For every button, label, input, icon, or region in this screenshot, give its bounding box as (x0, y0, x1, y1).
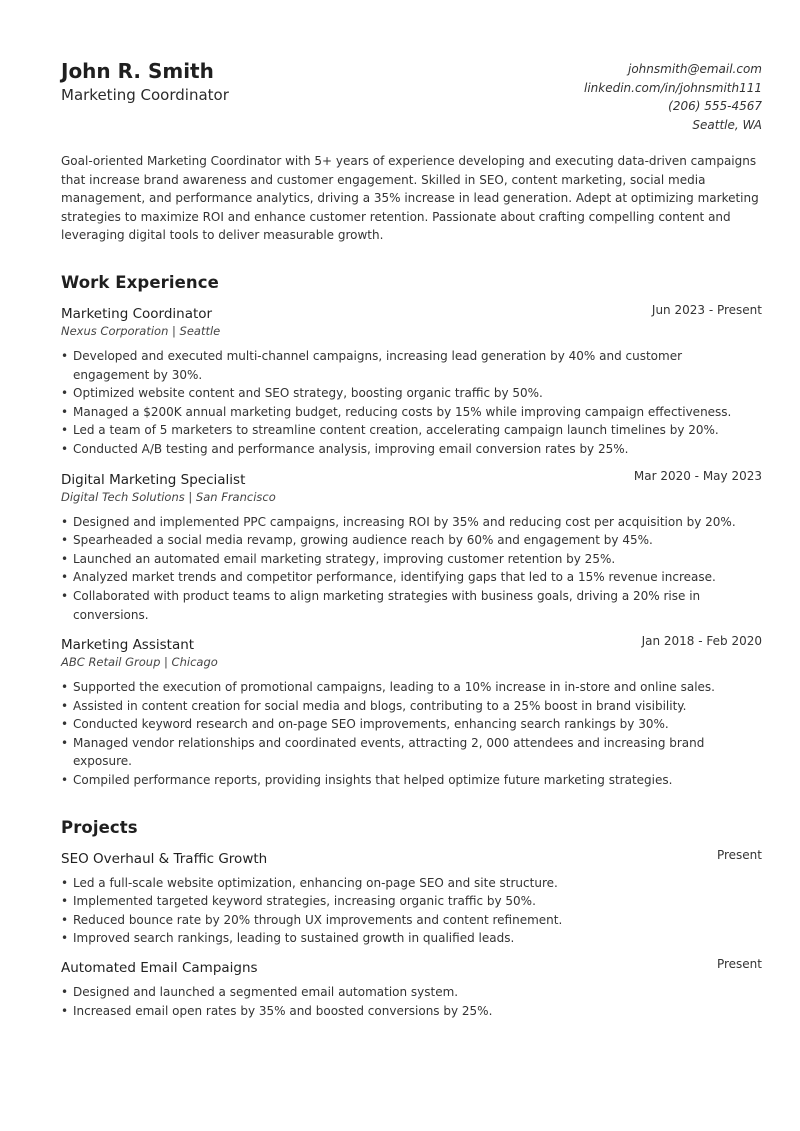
job-bullet: • Designed and implemented PPC campaigns, increasing ROI by 35% and reducing cost per acquisition by 20%. (61, 513, 762, 532)
job-company: ABC Retail Group | Chicago (61, 655, 218, 670)
job-title: Digital Marketing Specialist (61, 471, 246, 488)
job-entry (61, 470, 762, 625)
job-bullet: • Managed a $200K annual marketing budget, reducing costs by 15% while improving campaign effectiveness. (61, 403, 762, 422)
candidate-name: John R. Smith (61, 59, 214, 83)
job-dates: Jun 2023 - Present (651, 302, 762, 317)
resume-header (61, 58, 762, 150)
job-dates: Jan 2018 - Feb 2020 (641, 634, 762, 649)
projects-heading: Projects (61, 817, 138, 837)
contact-info (584, 60, 762, 134)
job-bullet: • Supported the execution of promotional campaigns, leading to a 10% increase in in-store and online sales. (61, 678, 762, 697)
project-bullet: • Improved search rankings, leading to sustained growth in qualified leads. (61, 929, 762, 948)
candidate-title: Marketing Coordinator (61, 86, 229, 104)
summary-paragraph: Goal-oriented Marketing Coordinator with 5+ years of experience developing and executing data-driven campaigns that increase brand awareness and customer engagement. Skilled in SEO, content marketing, social media management, and performance analytics, driving a 35% increase in lead generation. Adept at optimizing marketing strategies to maximize ROI and enhance customer retention. Passionate about crafting compelling content and leveraging digital tools to deliver measurable growth. (61, 154, 759, 243)
project-dates: Present (716, 957, 762, 972)
job-bullet-list (61, 513, 762, 625)
contact-location: Seattle, WA (692, 117, 762, 132)
contact-email: johnsmith@email.com (627, 62, 762, 76)
job-dates: Mar 2020 - May 2023 (633, 468, 762, 483)
project-bullet: • Led a full-scale website optimization, enhancing on-page SEO and site structure. (61, 874, 762, 893)
project-entry (61, 958, 762, 1020)
job-bullet: • Developed and executed multi-channel campaigns, increasing lead generation by 40% and customer engagement by 30%. (61, 347, 762, 384)
project-dates: Present (716, 847, 762, 862)
job-bullet: • Managed vendor relationships and coordinated events, attracting 2, 000 attendees and increasing brand exposure. (61, 734, 762, 771)
job-bullet: • Conducted keyword research and on-page SEO improvements, enhancing search rankings by 30%. (61, 715, 762, 734)
job-bullet: • Spearheaded a social media revamp, growing audience reach by 60% and engagement by 45%. (61, 531, 762, 550)
project-bullet: • Increased email open rates by 35% and boosted conversions by 25%. (61, 1002, 762, 1021)
job-bullet: • Led a team of 5 marketers to streamline content creation, accelerating campaign launch timelines by 20%. (61, 421, 762, 440)
job-bullet: • Compiled performance reports, providing insights that helped optimize future marketing strategies. (61, 771, 762, 790)
project-bullet-list (61, 983, 762, 1020)
contact-phone: (206) 555-4567 (668, 99, 762, 114)
project-bullet-list (61, 874, 762, 948)
project-bullet: • Designed and launched a segmented email automation system. (61, 983, 762, 1002)
contact-linkedin: linkedin.com/in/johnsmith111 (583, 80, 762, 95)
job-bullet: • Conducted A/B testing and performance analysis, improving email conversion rates by 25%. (61, 440, 762, 459)
project-title: SEO Overhaul & Traffic Growth (61, 850, 268, 867)
job-bullet: • Optimized website content and SEO strategy, boosting organic traffic by 50%. (61, 384, 762, 403)
job-entry (61, 304, 762, 459)
job-bullet: • Assisted in content creation for social media and blogs, contributing to a 25% boost in brand visibility. (61, 697, 762, 716)
job-title: Marketing Assistant (61, 637, 195, 654)
project-entry (61, 849, 762, 948)
job-bullet: • Launched an automated email marketing strategy, improving customer retention by 25%. (61, 550, 762, 569)
job-entry (61, 635, 762, 790)
work-experience-heading: Work Experience (61, 272, 219, 292)
job-company: Digital Tech Solutions | San Francisco (61, 489, 276, 504)
job-bullet-list (61, 347, 762, 459)
job-title: Marketing Coordinator (61, 305, 213, 322)
project-bullet: • Implemented targeted keyword strategies, increasing organic traffic by 50%. (61, 892, 762, 911)
project-title: Automated Email Campaigns (61, 960, 258, 977)
project-bullet: • Reduced bounce rate by 20% through UX improvements and content refinement. (61, 911, 762, 930)
job-company: Nexus Corporation | Seattle (61, 323, 221, 338)
job-bullet-list (61, 678, 762, 790)
job-bullet: • Collaborated with product teams to align marketing strategies with business goals, driving a 20% rise in conversions. (61, 587, 762, 624)
job-bullet: • Analyzed market trends and competitor performance, identifying gaps that led to a 15% revenue increase. (61, 568, 762, 587)
